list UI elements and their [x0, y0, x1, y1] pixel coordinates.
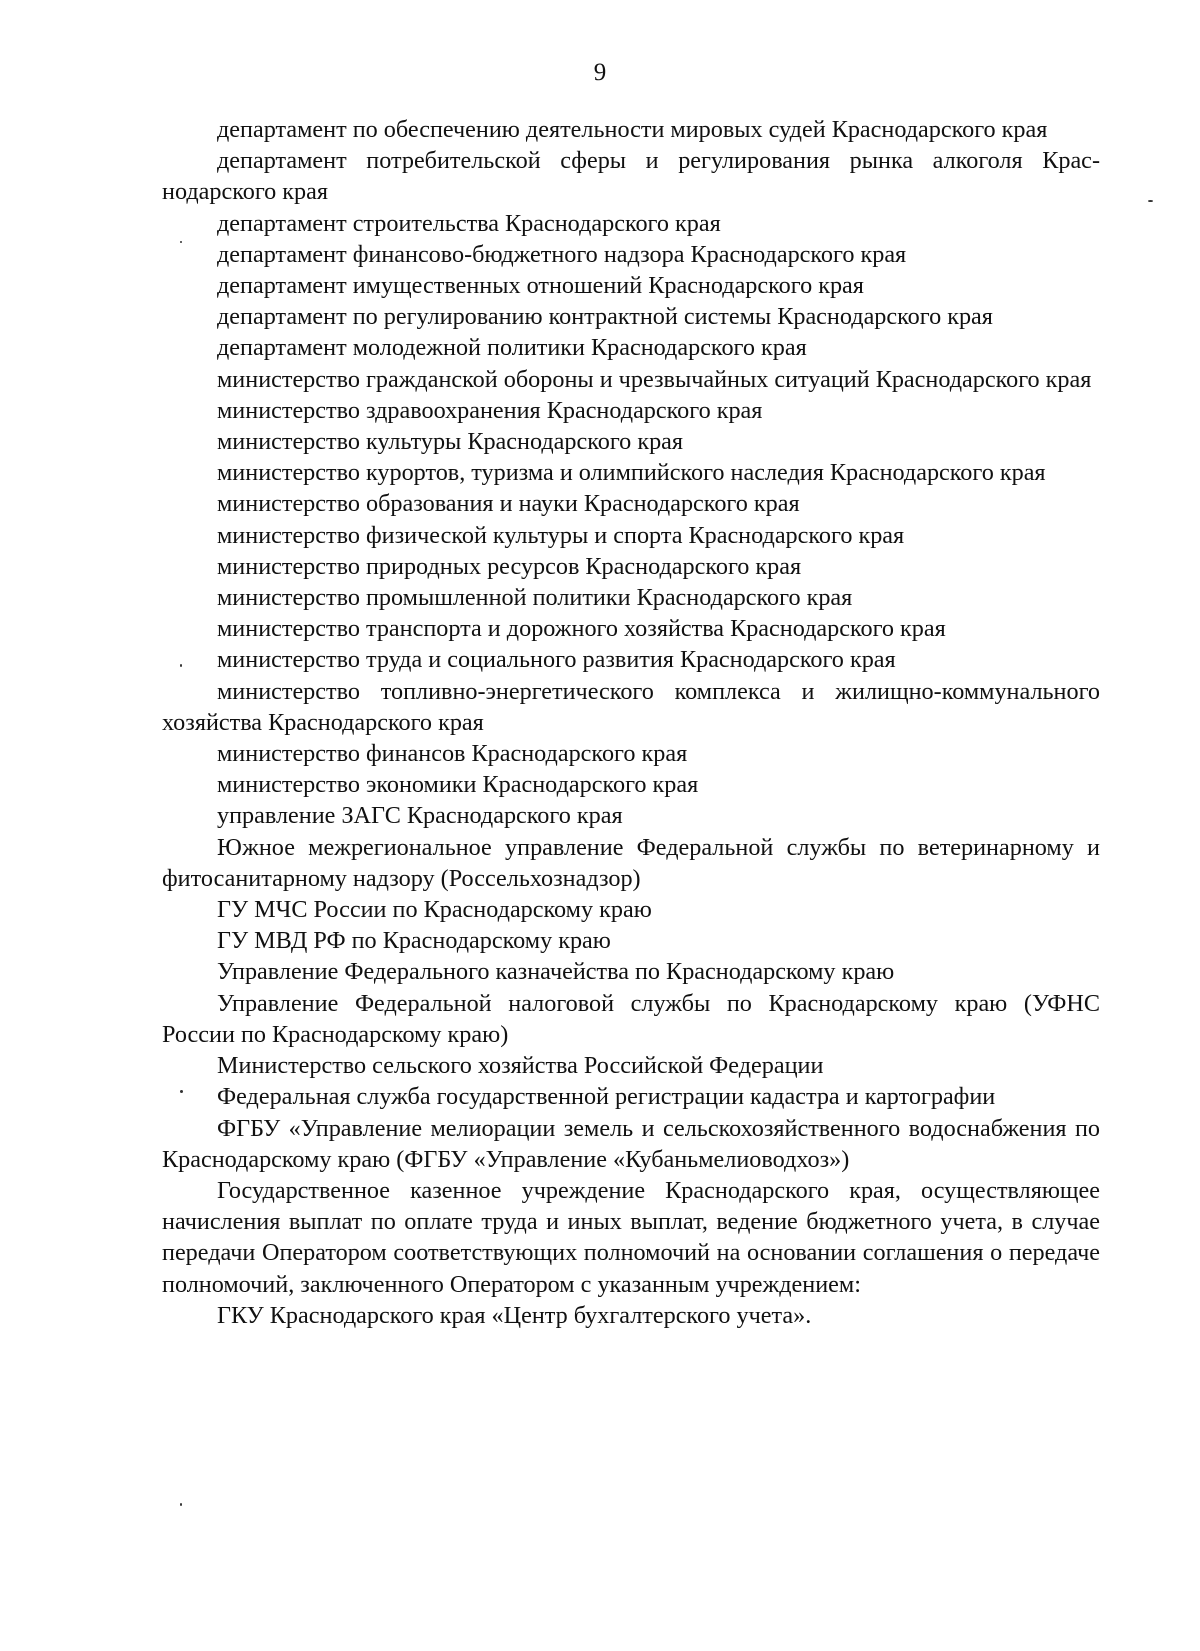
document-body — [162, 114, 1100, 1331]
page-number: 9 — [593, 59, 607, 86]
list-item: министерство природных ресурсов Краснодарского края — [217, 552, 802, 580]
list-item: ФГБУ «Управление мелиорации земель и сельскохозяйственного водоснабжения по Краснодарскому краю (ФГБУ «Управление «Кубаньмелиоводхоз») — [162, 1114, 1100, 1173]
list-item: министерство транспорта и дорожного хозяйства Краснодарского края — [217, 615, 946, 643]
list-item: ГУ МЧС России по Краснодарскому краю — [217, 896, 652, 924]
list-item: Министерство сельского хозяйства Российской Федерации — [217, 1052, 824, 1080]
list-item: Управление Федерального казначейства по Краснодарскому краю — [217, 958, 895, 986]
list-item: министерство промышленной политики Краснодарского края — [217, 584, 853, 612]
list-item: министерство труда и социального развития Краснодарского края — [217, 646, 896, 674]
list-item: Управление Федеральной налоговой службы по Краснодарскому краю (УФНС России по Краснодарскому краю) — [162, 989, 1100, 1048]
list-item: департамент молодежной политики Краснодарского края — [217, 334, 807, 362]
list-item: департамент финансово-бюджетного надзора Краснодарского края — [217, 240, 907, 268]
list-item: министерство образования и науки Краснодарского края — [217, 490, 800, 518]
list-item: Государственное казенное учреждение Краснодарского края, осуществляющее начисления выплат по оплате труда и иных выплат, ведение бюджетного учета, в случае передачи Оператором соответствующих полномочий на основании соглашения о передаче полномочий, заключенного Оператором с указанным учреждением: — [162, 1176, 1100, 1298]
list-item: ГУ МВД РФ по Краснодарскому краю — [217, 927, 611, 955]
list-item: департамент строительства Краснодарского края — [217, 209, 721, 237]
list-item: министерство экономики Краснодарского края — [217, 771, 699, 799]
list-item: министерство топливно-энергетического комплекса и жилищно-коммунального хозяйства Краснодарского края — [162, 677, 1100, 736]
scan-speck — [180, 664, 182, 667]
list-item: министерство гражданской обороны и чрезвычайных ситуаций Краснодарского края — [217, 365, 1092, 393]
list-item: департамент по обеспечению деятельности мировых судей Краснодарского края — [217, 116, 1048, 143]
list-item: министерство здравоохранения Краснодарского края — [217, 396, 763, 424]
list-item: министерство финансов Краснодарского края — [217, 740, 688, 768]
list-item: департамент имущественных отношений Краснодарского края — [217, 272, 864, 300]
scan-speck — [180, 1090, 183, 1093]
list-item: управление ЗАГС Краснодарского края — [217, 802, 623, 830]
list-item: Федеральная служба государственной регистрации кадастра и картографии — [217, 1083, 996, 1111]
list-item: ГКУ Краснодарского края «Центр бухгалтерского учета». — [217, 1301, 812, 1329]
list-item: министерство курортов, туризма и олимпийского наследия Краснодарского края — [217, 459, 1046, 487]
list-item: департамент по регулированию контрактной системы Краснодарского края — [217, 303, 993, 331]
list-item: министерство физической культуры и спорта Краснодарского края — [217, 521, 905, 549]
list-item: Южное межрегиональное управление Федеральной службы по ветеринарному и фитосанитарному надзору (Россельхознадзор) — [162, 833, 1100, 892]
list-item: министерство культуры Краснодарского края — [217, 428, 684, 456]
scan-speck — [1148, 200, 1153, 202]
scan-speck — [180, 1503, 182, 1506]
scan-speck — [180, 241, 182, 243]
list-item: департамент потребительской сферы и регулирования рынка алкоголя Краснодарского края — [162, 147, 1100, 206]
